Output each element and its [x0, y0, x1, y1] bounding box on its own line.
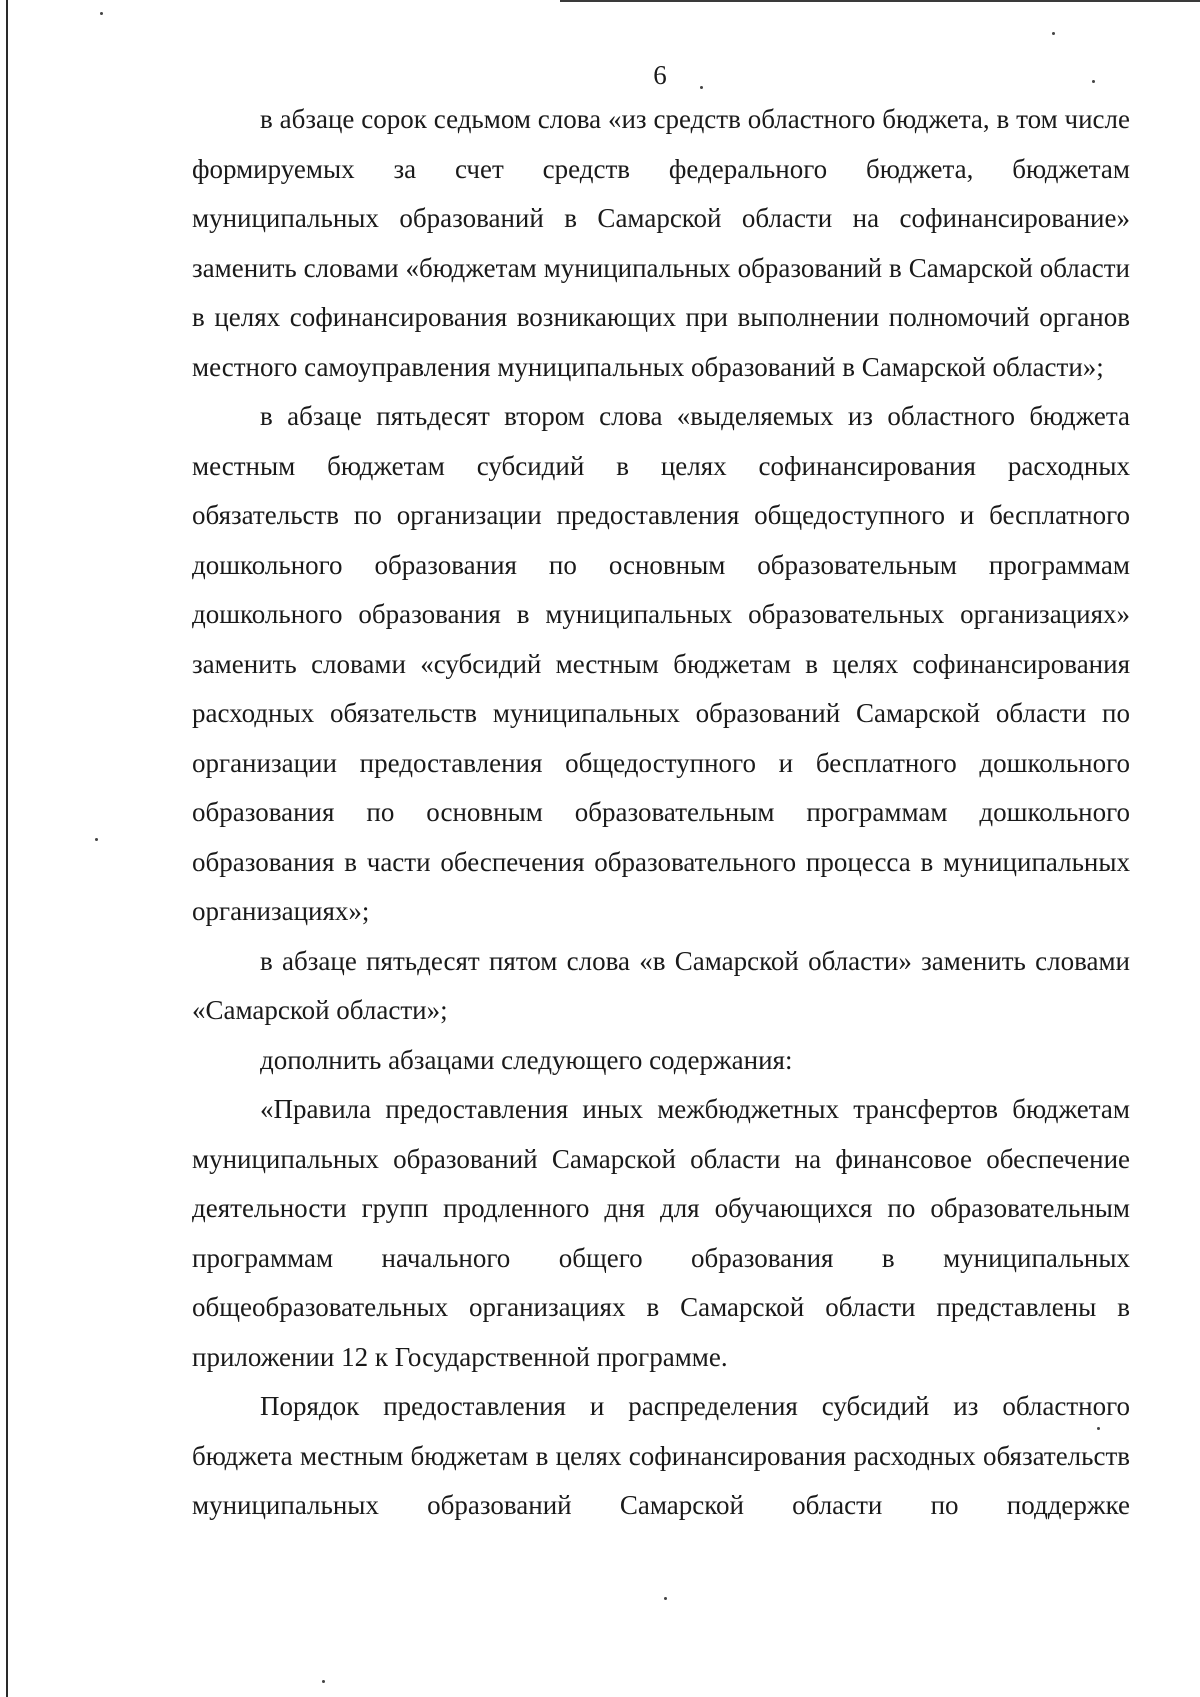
paragraph: в абзаце пятьдесят втором слова «выделяемых из областного бюджета местным бюджетам субсидий в целях софинансирования расходных обязательств по организации предоставления общедоступного и бесплатного дошкольного образования по основным образовательным программам дошкольного образования в муниципальных образовательных организациях» заменить словами «субсидий местным бюджетам в целях софинансирования расходных обязательств муниципальных образований Самарской области по организации предоставления общедоступного и бесплатного дошкольного образования по основным образовательным программам дошкольного образования в части обеспечения образовательного процесса в муниципальных организациях»;: [192, 401, 1130, 926]
scan-speck: [95, 838, 98, 841]
paragraph: Порядок предоставления и распределения субсидий из областного бюджета местным бюджетам в целях софинансирования расходных обязательств муниципальных образований Самарской области по поддержке: [192, 1391, 1130, 1520]
scan-speck: [664, 1597, 667, 1600]
document-body: [192, 95, 1130, 1531]
scan-border-top: [560, 0, 1200, 2]
paragraph: в абзаце пятьдесят пятом слова «в Самарской области» заменить словами «Самарской области»;: [192, 945, 1130, 1025]
scan-speck: [1052, 32, 1055, 35]
paragraph: в абзаце сорок седьмом слова «из средств областного бюджета, в том числе формируемых за счет средств федерального бюджета, бюджетам муниципальных образований в Самарской области на софинансирование» заменить словами «бюджетам муниципальных образований в Самарской области в целях софинансирования возникающих при выполнении полномочий органов местного самоуправления муниципальных образований в Самарской области»;: [192, 104, 1130, 382]
scan-speck: [100, 12, 103, 15]
page-number: 6: [653, 60, 667, 90]
paragraph: дополнить абзацами следующего содержания:: [260, 1044, 793, 1075]
scan-speck: [322, 1680, 325, 1683]
paragraph: «Правила предоставления иных межбюджетных трансфертов бюджетам муниципальных образований Самарской области на финансовое обеспечение деятельности групп продленного дня для обучающихся по образовательным программам начального общего образования в муниципальных общеобразовательных организациях в Самарской области представлены в приложении 12 к Государственной программе.: [192, 1094, 1130, 1372]
scan-border-left: [6, 0, 8, 1697]
